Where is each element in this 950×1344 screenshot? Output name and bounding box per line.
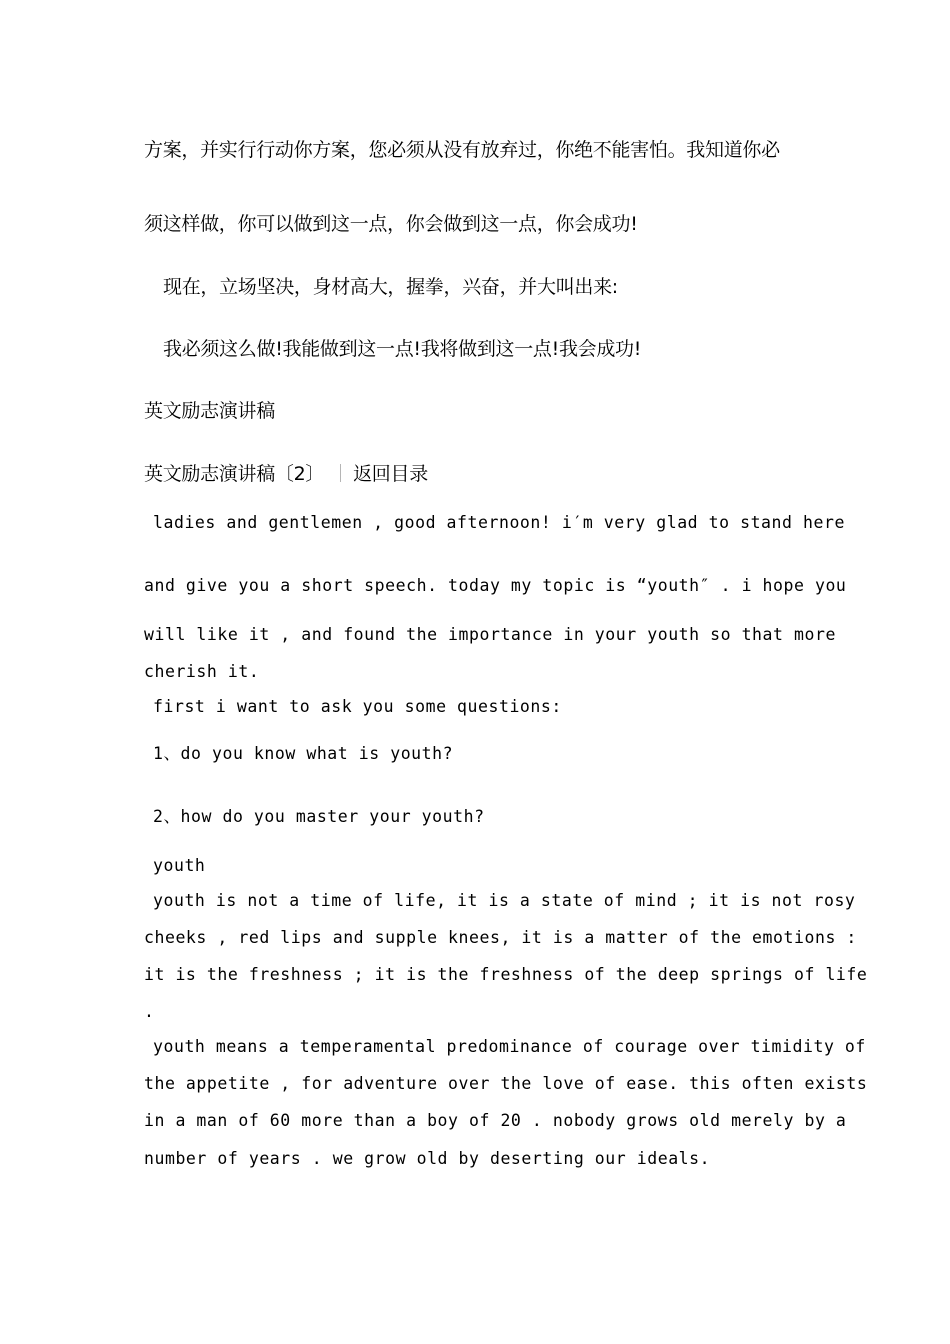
section-heading-row <box>144 464 428 484</box>
paragraph-line: 须这样做，你可以做到这一点，你会做到这一点，你会成功! <box>144 213 638 235</box>
section-heading: 英文励志演讲稿〔2〕 <box>144 463 325 485</box>
text-line: . <box>144 1002 155 1021</box>
text-line: cherish it. <box>144 662 260 681</box>
text-line: youth is not a time of life, it is a state of mind ; it is not rosy <box>153 891 856 910</box>
paragraph: 现在，立场坚决，身材高大，握拳，兴奋，并大叫出来: <box>163 276 618 298</box>
list-item: 2、how do you master your youth? <box>153 807 485 826</box>
text-line: in a man of 60 more than a boy of 20 . nobody grows old merely by a <box>144 1111 847 1130</box>
back-to-contents-link[interactable]: 返回目录 <box>353 463 428 485</box>
text-line: youth means a temperamental predominance of courage over timidity of <box>153 1037 866 1056</box>
divider <box>340 464 341 482</box>
text-line: cheeks , red lips and supple knees, it is a matter of the emotions : <box>144 928 857 947</box>
paragraph: 我必须这么做!我能做到这一点!我将做到这一点!我会成功! <box>163 338 642 360</box>
text-line: it is the freshness ; it is the freshness of the deep springs of life <box>144 965 868 984</box>
text-line: the appetite , for adventure over the love of ease. this often exists <box>144 1074 868 1093</box>
text-line: number of years . we grow old by deserting our ideals. <box>144 1149 711 1168</box>
text-line: first i want to ask you some questions: <box>153 697 562 716</box>
text-line: and give you a short speech. today my topic is “youth″ . i hope you <box>144 576 847 595</box>
list-item: 1、do you know what is youth? <box>153 744 454 763</box>
text-line: will like it , and found the importance in your youth so that more <box>144 625 836 644</box>
section-heading: 英文励志演讲稿 <box>144 400 275 422</box>
paragraph-line: 方案，并实行行动你方案，您必须从没有放弃过，你绝不能害怕。我知道你必 <box>144 139 780 161</box>
text-line: ladies and gentlemen , good afternoon! i′m very glad to stand here <box>153 513 845 532</box>
text-line: youth <box>153 856 206 875</box>
